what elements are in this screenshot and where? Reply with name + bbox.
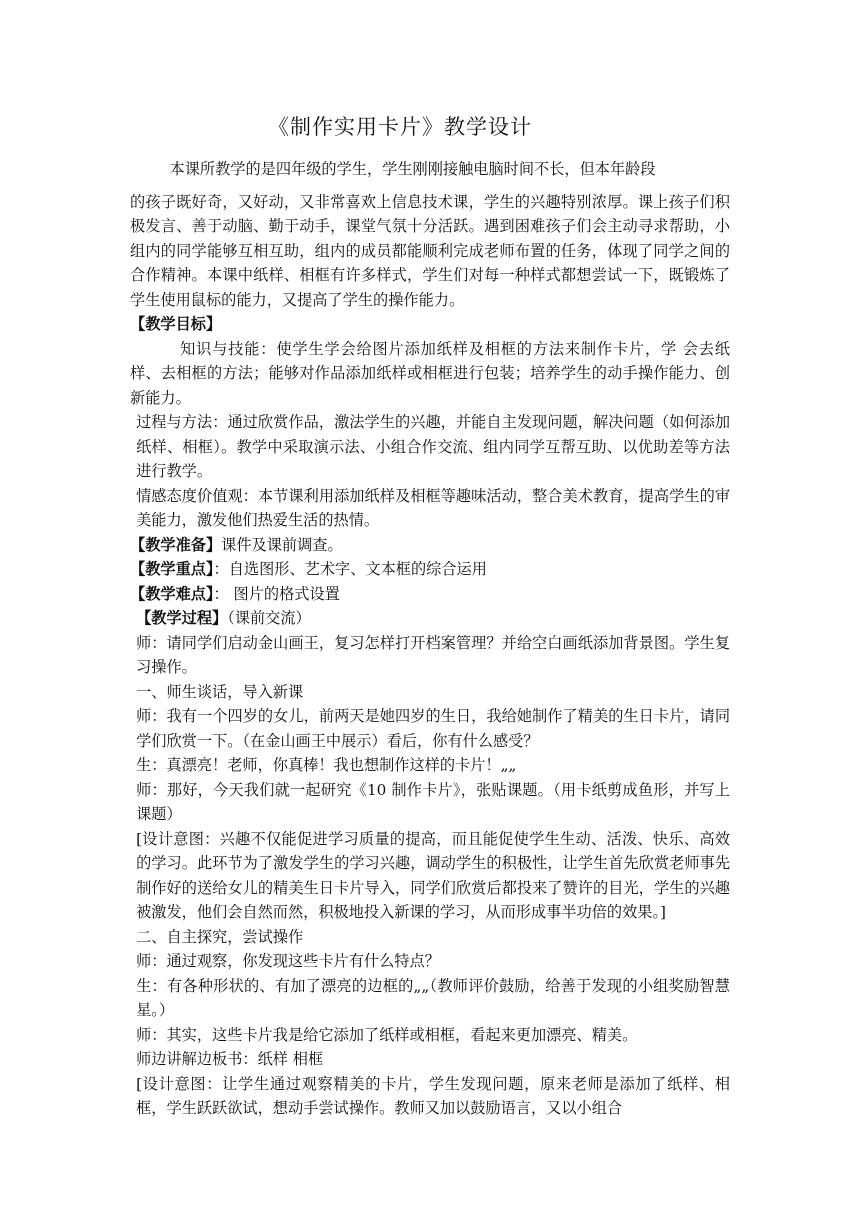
paragraph-1: 师：请同学们启动金山画王，复习怎样打开档案管理？并给空白画纸添加背景图。学生复习操作。	[136, 633, 730, 676]
goals-heading: 【教学目标】	[130, 315, 222, 333]
section-process	[130, 606, 730, 631]
key-text: ：自选图形、艺术字、文本框的综合运用	[213, 560, 487, 578]
goal-knowledge: 知识与技能：使学生学会给图片添加纸样及相框的方法来制作卡片，学 会去纸样、去相框的方法；能够对作品添加纸样或相框进行包装；培养学生的动手操作能力、创新能力。	[130, 339, 730, 407]
prep-heading: 【教学准备】	[130, 535, 222, 554]
difficulty-text: ： 图片的格式设置	[213, 584, 340, 603]
intro-first-line: 本课所教学的是四年级的学生，学生刚刚接触电脑时间不长，但本年龄段	[169, 160, 656, 178]
paragraph-5: [设计意图：兴趣不仅能促进学习质量的提高，而且能促使学生生动、活泼、快乐、高效的学习。此环节为了激发学生的学习兴趣，调动学生的积极性，让学生首先欣赏老师事先制作好的送给女儿的精美生日卡片导入，同学们欣赏后都投来了赞许的目光，学生的兴趣被激发，他们会自然而然，积极地投入新课的学习，从而形成事半功倍的效果。]	[136, 829, 730, 921]
subheading-2: 二、自主探究，尝试操作	[136, 927, 304, 946]
section-key	[130, 557, 730, 582]
prep-text: 课件及课前调查。	[221, 535, 343, 554]
process-sub: （课前交流）	[227, 609, 311, 627]
section-prep	[130, 533, 730, 558]
goal-process: 过程与方法：通过欣赏作品，激法学生的兴趣，并能自主发现问题，解决问题（如何添加纸样、相框）。教学中采取演示法、小组合作交流、组内同学互帮互助、以优助差等方法进行教学。	[136, 413, 730, 480]
goal-emotion: 情感态度价值观：本节课利用添加纸样及相框等趣味活动，整合美术教育，提高学生的审美能力，激发他们热爱生活的热情。	[136, 486, 730, 529]
paragraph-8: 师：其实，这些卡片我是给它添加了纸样或相框，看起来更加漂亮、精美。	[136, 1025, 638, 1044]
document-body	[130, 157, 730, 1121]
paragraph-10: [设计意图：让学生通过观察精美的卡片，学生发现问题，原来老师是添加了纸样、相框，学生跃跃欲试，想动手尝试操作。教师又加以鼓励语言，又以小组合	[136, 1074, 730, 1117]
section-difficulty	[130, 582, 730, 607]
difficulty-heading: 【教学难点】	[130, 584, 214, 603]
process-heading: 【教学过程】	[136, 609, 228, 627]
key-heading: 【教学重点】	[130, 560, 214, 578]
paragraph-4: 师：那好，今天我们就一起研究《10 制作卡片》，张贴课题。（用卡纸剪成鱼形，并写上课题）	[136, 780, 730, 823]
intro-paragraph: 的孩子既好奇，又好动，又非常喜欢上信息技术课，学生的兴趣特别浓厚。课上孩子们积极发言、善于动脑、勤于动手，课堂气氛十分活跃。遇到困难孩子们会主动寻求帮助，小组内的同学能够互相互助，组内的成员都能顺利完成老师布置的任务，体现了同学之间的合作精神。本课中纸样、相框有许多样式，学生们对每一种样式都想尝试一下，既锻炼了学生使用鼠标的能力，又提高了学生的操作能力。	[130, 192, 730, 309]
subheading-1: 一、师生谈话，导入新课	[136, 682, 304, 701]
paragraph-7: 生：有各种形状的、有加了漂亮的边框的„„（教师评价鼓励，给善于发现的小组奖励智慧星。）	[136, 976, 730, 1019]
document-title: 《制作实用卡片》教学设计	[268, 115, 532, 139]
paragraph-3: 生：真漂亮！老师，你真棒！我也想制作这样的卡片！„„	[136, 756, 517, 774]
section-heading-goals	[130, 312, 730, 337]
paragraph-2: 师：我有一个四岁的女儿，前两天是她四岁的生日，我给她制作了精美的生日卡片，请同学们欣赏一下。（在金山画王中展示）看后，你有什么感受？	[136, 707, 730, 750]
paragraph-9: 师边讲解边板书：纸样 相框	[136, 1050, 324, 1068]
paragraph-6: 师：通过观察，你发现这些卡片有什么特点？	[136, 952, 440, 970]
